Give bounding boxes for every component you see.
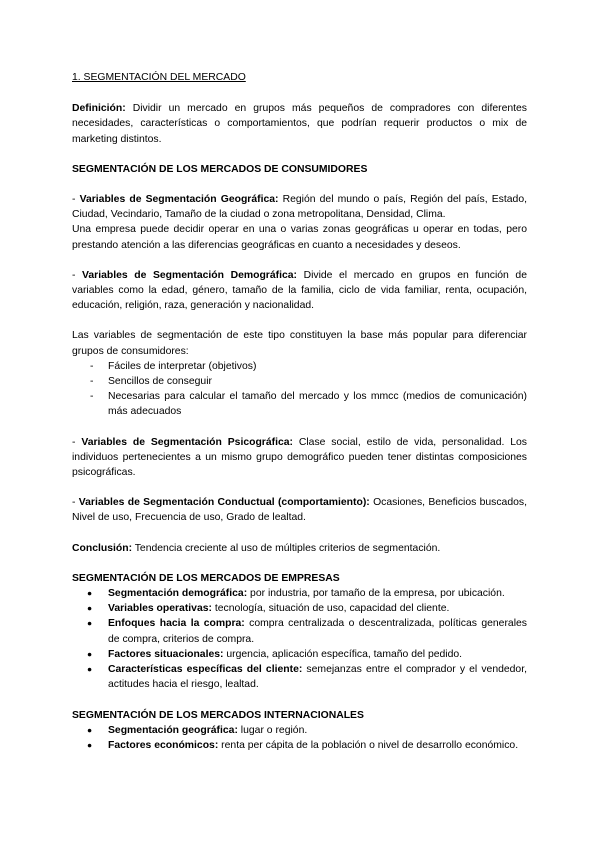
behavioral-prefix: - (72, 497, 79, 509)
behavioral-paragraph (72, 495, 527, 525)
behavioral-text: Ocasiones, Beneficios buscados, Nivel de uso, Frecuencia de uso, Grado de lealtad. (72, 497, 527, 524)
international-markets-heading: SEGMENTACIÓN DE LOS MERCADOS INTERNACIONALES (72, 709, 364, 721)
list-item (72, 647, 527, 662)
item-text: urgencia, aplicación específica, tamaño del pedido. (223, 648, 463, 660)
document-title: 1. SEGMENTACIÓN DEL MERCADO (72, 72, 246, 83)
conclusion-paragraph (72, 541, 527, 556)
list-item: - Sencillos de conseguir (72, 374, 527, 389)
definition-text: Dividir un mercado en grupos más pequeños de compradores con diferentes necesidades, características o comportamientos, que podrían requerir productos o mix de marketing distintos. (72, 103, 527, 145)
list-item (72, 616, 527, 646)
list-item (72, 601, 527, 616)
item-text: renta per cápita de la población o nivel de desarrollo económico. (218, 739, 519, 751)
definition-label: Definición: (72, 103, 126, 115)
item-label: Factores económicos: (108, 739, 219, 751)
item-label: Factores situacionales: (108, 648, 224, 660)
list-item (72, 586, 527, 601)
conclusion-text: Tendencia creciente al uso de múltiples criterios de segmentación. (132, 542, 441, 554)
item-label: Enfoques hacia la compra: (108, 618, 245, 630)
demographic-prefix: - (72, 269, 83, 281)
document-page (72, 70, 527, 753)
demographic-paragraph (72, 268, 527, 314)
item-label: Segmentación geográfica: (108, 724, 238, 736)
item-text: lugar o región. (237, 724, 308, 736)
geographic-text: Región del mundo o país, Región del país, Estado, Ciudad, Vecindario, Tamaño de la ciudad o zona metropolitana, Densidad, Clima. (72, 194, 527, 221)
business-list (72, 586, 527, 692)
item-label: Variables operativas: (108, 603, 212, 615)
base-paragraph: Las variables de segmentación de este tipo constituyen la base más popular para diferenciar grupos de consumidores: (72, 330, 527, 357)
international-list (72, 723, 527, 753)
base-list (72, 359, 527, 420)
demographic-text: Divide el mercado en grupos en función de variables como la edad, género, tamaño de la familia, ciclo de vida familiar, renta, ocupación, educación, religión, raza, generación y nacionalidad. (72, 269, 527, 312)
item-text: por industria, por tamaño de la empresa, por ubicación. (247, 588, 505, 600)
definition-paragraph (72, 101, 527, 147)
psychographic-paragraph (72, 435, 527, 481)
list-item: - Necesarias para calcular el tamaño del mercado y los mmcc (medios de comunicación) más adecuados (72, 389, 527, 419)
conclusion-label: Conclusión: (72, 542, 133, 554)
item-text: tecnología, situación de uso, capacidad del cliente. (211, 603, 450, 615)
item-text: semejanzas entre el comprador y el vendedor, actitudes hacia el riesgo, lealtad. (108, 664, 527, 691)
business-markets-heading: SEGMENTACIÓN DE LOS MERCADOS DE EMPRESAS (72, 572, 340, 584)
item-text: compra centralizada o descentralizada, políticas generales de compra, criterios de compra. (108, 618, 527, 645)
list-item (72, 723, 527, 738)
behavioral-label: Variables de Segmentación Conductual (comportamiento): (78, 497, 370, 509)
psychographic-prefix: - (72, 436, 82, 448)
list-item (72, 662, 527, 692)
psychographic-label: Variables de Segmentación Psicográfica: (81, 436, 293, 448)
geographic-label: Variables de Segmentación Geográfica: (79, 194, 279, 206)
psychographic-text: Clase social, estilo de vida, personalidad. Los individuos pertenecientes a un mismo grupo demográfico pueden tener distintas composiciones psicográficas. (72, 436, 528, 479)
list-item: - Fáciles de interpretar (objetivos) (72, 359, 527, 374)
geographic-prefix: - (72, 194, 80, 206)
demographic-label: Variables de Segmentación Demográfica: (82, 269, 297, 281)
list-item (72, 738, 527, 753)
item-label: Características específicas del cliente: (108, 664, 303, 676)
consumer-markets-heading: SEGMENTACIÓN DE LOS MERCADOS DE CONSUMIDORES (72, 163, 368, 175)
item-label: Segmentación demográfica: (108, 588, 248, 600)
geographic-extra: Una empresa puede decidir operar en una o varias zonas geográficas u operar en todas, pero prestando atención a las diferencias geográficas en cuanto a necesidades y deseos. (72, 224, 527, 251)
geographic-paragraph (72, 192, 527, 222)
